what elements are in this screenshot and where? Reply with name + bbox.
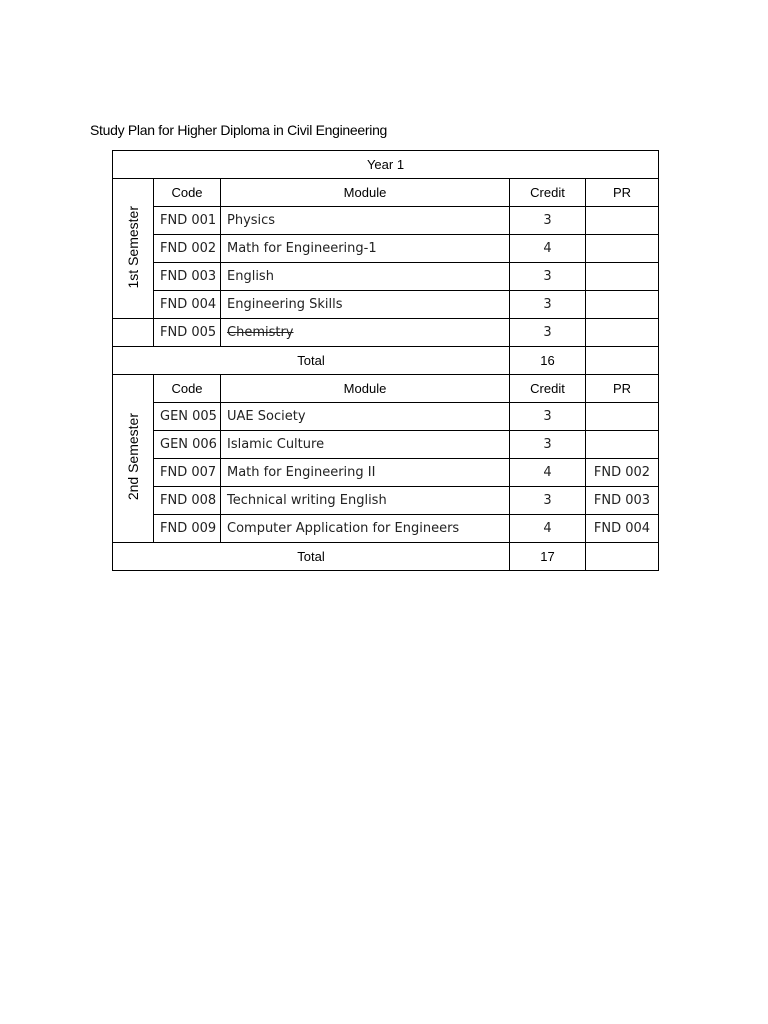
code-cell: FND 005 <box>154 319 221 347</box>
total-pr-cell <box>586 543 659 571</box>
semester-label: 2nd Semester <box>125 413 141 501</box>
table-row <box>113 263 659 291</box>
code-cell: FND 008 <box>154 487 221 515</box>
module-cell: Engineering Skills <box>221 291 510 319</box>
code-cell: FND 009 <box>154 515 221 543</box>
total-label: Total <box>113 347 510 375</box>
pr-cell <box>586 235 659 263</box>
total-label: Total <box>113 543 510 571</box>
credit-cell: 3 <box>510 263 586 291</box>
semester-label-cell <box>113 179 154 319</box>
total-credit: 16 <box>510 347 586 375</box>
code-header: Code <box>154 179 221 207</box>
table-row <box>113 515 659 543</box>
pr-cell <box>586 207 659 235</box>
semester-label-cell <box>113 375 154 543</box>
credit-cell: 3 <box>510 319 586 347</box>
credit-cell: 3 <box>510 403 586 431</box>
document-title: Study Plan for Higher Diploma in Civil Engineering <box>90 122 388 138</box>
column-header-row <box>113 375 659 403</box>
module-header: Module <box>221 179 510 207</box>
study-plan-table <box>112 150 659 571</box>
module-cell <box>221 319 510 347</box>
credit-cell: 4 <box>510 235 586 263</box>
pr-cell <box>586 403 659 431</box>
module-cell: Math for Engineering-1 <box>221 235 510 263</box>
pr-cell <box>586 319 659 347</box>
table-row <box>113 431 659 459</box>
table-row <box>113 319 659 347</box>
pr-cell: FND 004 <box>586 515 659 543</box>
column-header-row <box>113 179 659 207</box>
credit-cell: 3 <box>510 431 586 459</box>
code-cell: FND 007 <box>154 459 221 487</box>
module-cell: UAE Society <box>221 403 510 431</box>
credit-header: Credit <box>510 375 586 403</box>
module-cell: Math for Engineering II <box>221 459 510 487</box>
pr-cell <box>586 431 659 459</box>
total-row <box>113 347 659 375</box>
credit-cell: 4 <box>510 459 586 487</box>
total-row <box>113 543 659 571</box>
credit-cell: 3 <box>510 291 586 319</box>
module-header: Module <box>221 375 510 403</box>
pr-cell <box>586 263 659 291</box>
empty-cell <box>113 319 154 347</box>
table-row <box>113 403 659 431</box>
code-cell: GEN 006 <box>154 431 221 459</box>
module-cell: Computer Application for Engineers <box>221 515 510 543</box>
pr-header: PR <box>586 375 659 403</box>
pr-cell: FND 003 <box>586 487 659 515</box>
table-row <box>113 291 659 319</box>
year-header-row <box>113 151 659 179</box>
table-row <box>113 207 659 235</box>
credit-header: Credit <box>510 179 586 207</box>
year-label: Year 1 <box>113 151 659 179</box>
credit-cell: 3 <box>510 487 586 515</box>
table-row <box>113 235 659 263</box>
credit-cell: 3 <box>510 207 586 235</box>
code-cell: FND 004 <box>154 291 221 319</box>
module-cell: Islamic Culture <box>221 431 510 459</box>
credit-cell: 4 <box>510 515 586 543</box>
table-row <box>113 459 659 487</box>
code-cell: FND 002 <box>154 235 221 263</box>
total-credit: 17 <box>510 543 586 571</box>
pr-cell: FND 002 <box>586 459 659 487</box>
code-cell: FND 003 <box>154 263 221 291</box>
pr-header: PR <box>586 179 659 207</box>
code-cell: GEN 005 <box>154 403 221 431</box>
code-cell: FND 001 <box>154 207 221 235</box>
total-pr-cell <box>586 347 659 375</box>
semester-label: 1st Semester <box>125 205 141 289</box>
struck-module-text: Chemistry <box>227 325 294 340</box>
module-cell: English <box>221 263 510 291</box>
table-row <box>113 487 659 515</box>
code-header: Code <box>154 375 221 403</box>
pr-cell <box>586 291 659 319</box>
module-cell: Technical writing English <box>221 487 510 515</box>
module-cell: Physics <box>221 207 510 235</box>
